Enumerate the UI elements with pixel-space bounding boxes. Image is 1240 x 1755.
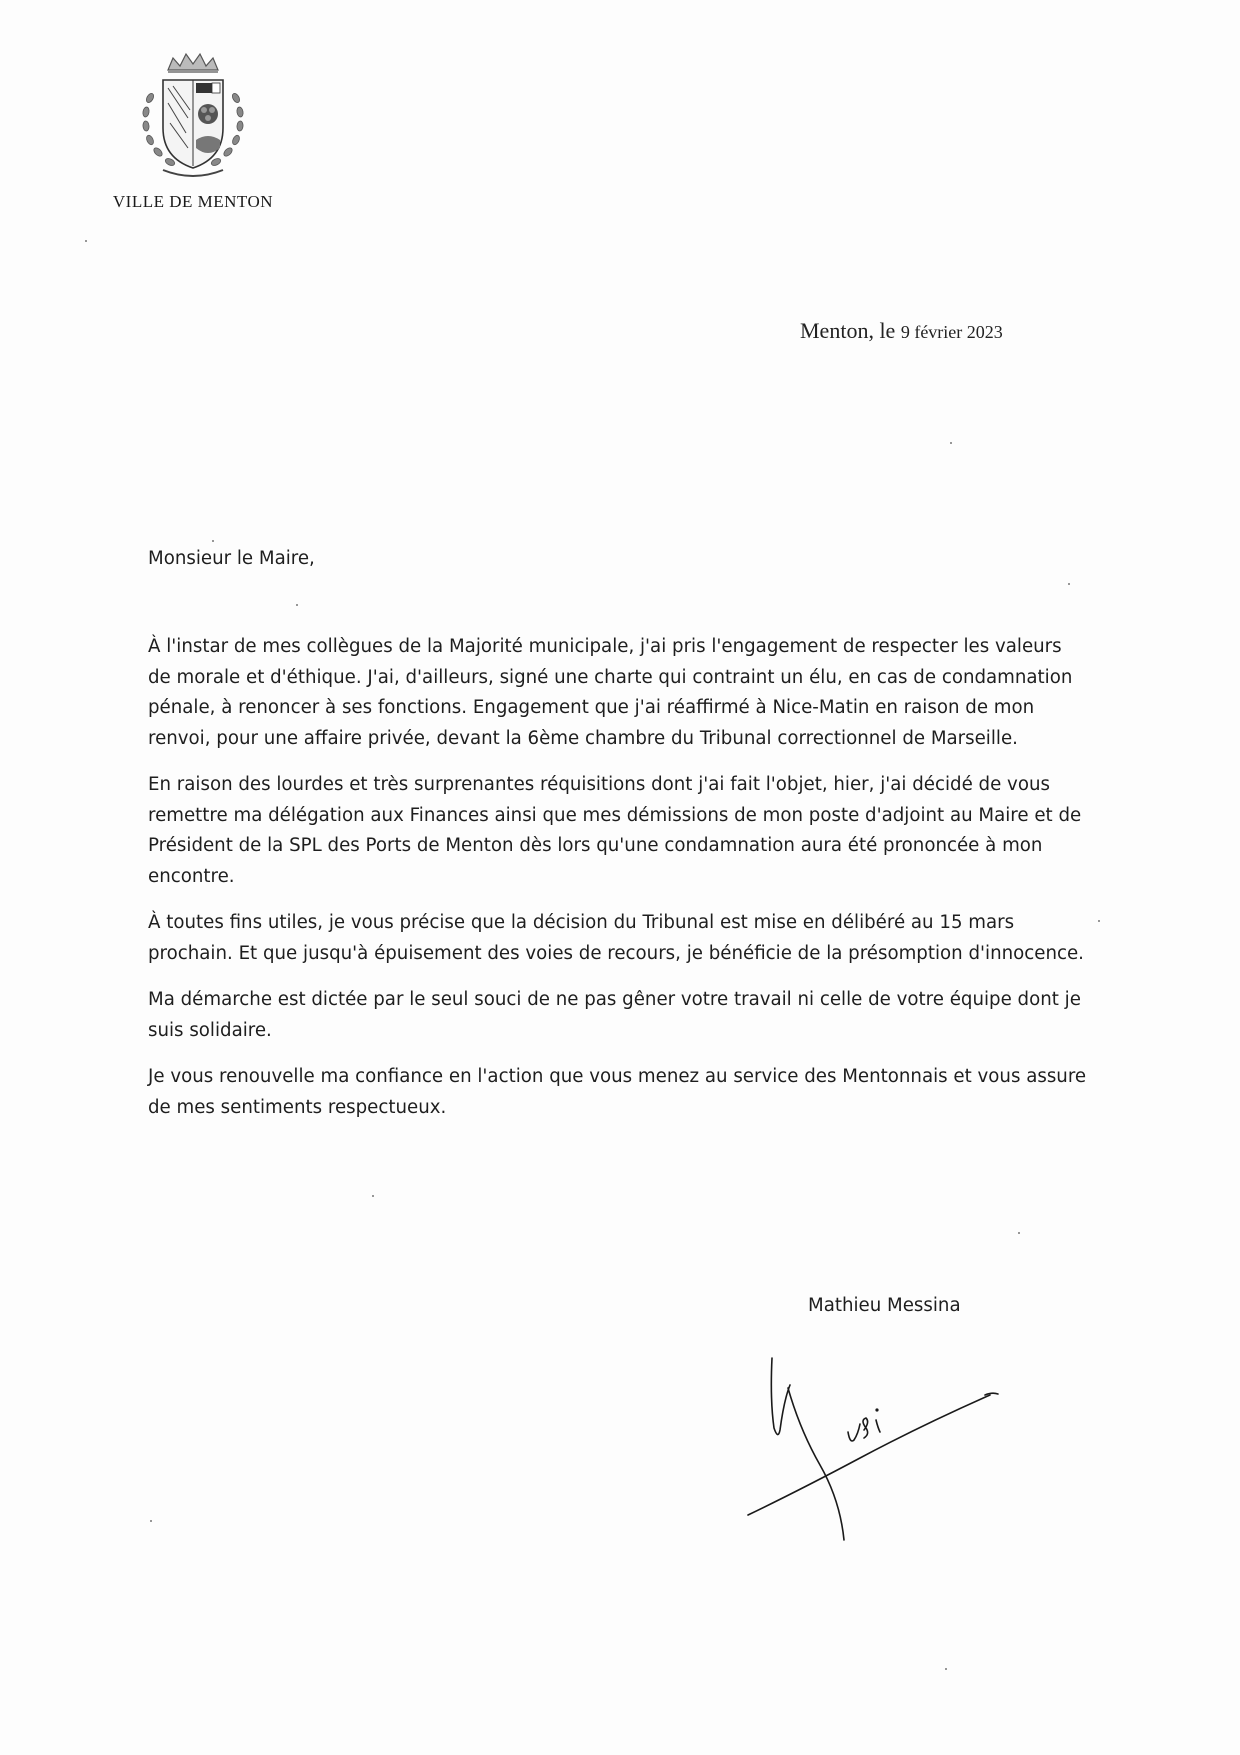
paragraph: À l'instar de mes collègues de la Majorité municipale, j'ai pris l'engagement de respecter les valeurs de morale et d'éthique. J'ai, d'ailleurs, signé une charte qui contraint un élu, en cas de condamnation pénale, à renoncer à ses fonctions. Engagement que j'ai réaffirmé à Nice-Matin en raison de mon renvoi, pour une affaire privée, devant la 6ème chambre du Tribunal correctionnel de Marseille. (148, 636, 1073, 749)
handwritten-signature-icon (740, 1340, 1010, 1560)
city-name: VILLE DE MENTON (112, 192, 274, 211)
menton-coat-of-arms-icon (128, 48, 258, 188)
letter-body (148, 632, 1088, 1139)
scan-speck (1098, 920, 1100, 922)
scan-speck (212, 540, 214, 542)
signer-name: Mathieu Messina (808, 1295, 961, 1316)
scan-speck (945, 1668, 947, 1670)
scan-speck (150, 1520, 152, 1522)
paragraph: Je vous renouvelle ma confiance en l'action que vous menez au service des Mentonnais et vous assure de mes sentiments respectueux. (148, 1066, 1087, 1118)
scan-speck (296, 604, 298, 606)
date-value: 9 février 2023 (900, 322, 1003, 342)
letterhead (98, 48, 288, 212)
scan-speck (1018, 1232, 1020, 1234)
date-line (800, 318, 1160, 344)
scan-speck (85, 240, 87, 242)
scan-speck (950, 442, 952, 444)
date-place: Menton, le (800, 318, 896, 343)
paragraph: En raison des lourdes et très surprenantes réquisitions dont j'ai fait l'objet, hier, j'ai décidé de vous remettre ma délégation aux Finances ainsi que mes démissions de mon poste d'adjoint au Maire et de Président de la SPL des Ports de Menton dès lors qu'une condamnation aura été prononcée à mon encontre. (148, 774, 1082, 887)
paragraph: Ma démarche est dictée par le seul souci de ne pas gêner votre travail ni celle de votre équipe dont je suis solidaire. (148, 989, 1081, 1041)
salutation: Monsieur le Maire, (148, 548, 315, 569)
scan-speck (1068, 583, 1070, 585)
paragraph: À toutes fins utiles, je vous précise que la décision du Tribunal est mise en délibéré au 15 mars prochain. Et que jusqu'à épuisement des voies de recours, je bénéficie de la présomption d'innocence. (148, 912, 1084, 964)
scan-speck (372, 1195, 374, 1197)
